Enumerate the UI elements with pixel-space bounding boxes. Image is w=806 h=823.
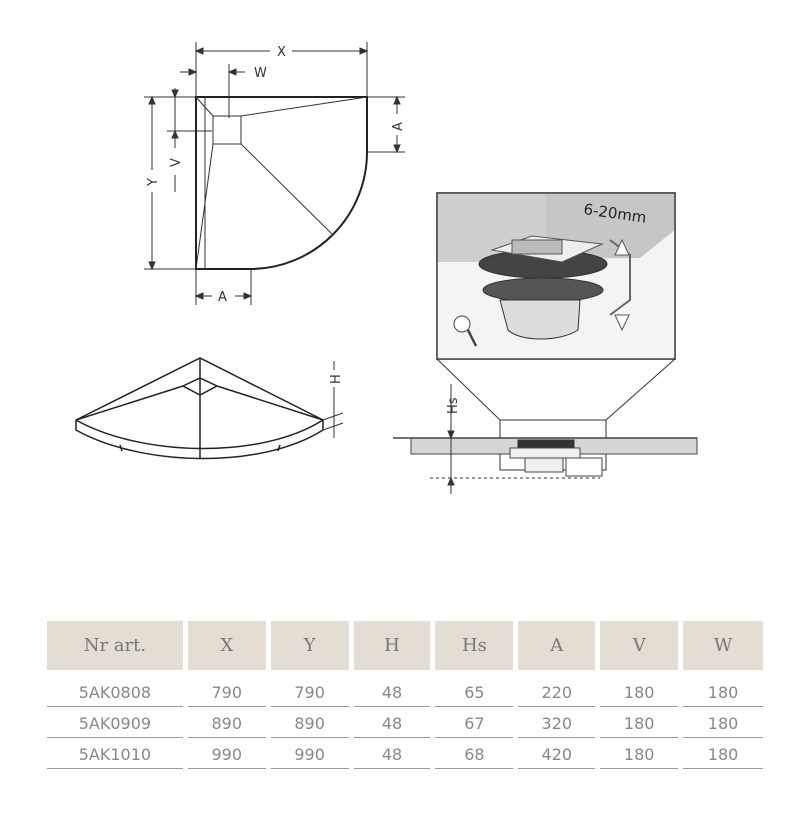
cell-hs: 65 [435, 676, 513, 707]
cell-y: 890 [271, 707, 349, 738]
cell-x: 990 [188, 738, 266, 769]
dim-h-label: H [329, 374, 344, 384]
table-row [47, 676, 763, 707]
dim-a-right-label: A [391, 122, 406, 131]
cell-y: 790 [271, 676, 349, 707]
cell-hs: 67 [435, 707, 513, 738]
header-nr-art: Nr art. [47, 621, 183, 670]
header-y: Y [271, 621, 349, 670]
header-h: H [354, 621, 431, 670]
header-hs: Hs [435, 621, 513, 670]
dim-y-label: Y [146, 178, 161, 186]
cell-h: 48 [354, 676, 431, 707]
cell-h: 48 [354, 707, 431, 738]
header-v: V [600, 621, 678, 670]
cell-a: 320 [518, 707, 595, 738]
cell-nr-art: 5AK0808 [47, 676, 183, 707]
table-row [47, 707, 763, 738]
drain-detail [393, 193, 697, 494]
cell-w: 180 [683, 738, 763, 769]
table-header-row [47, 621, 763, 670]
dim-v-label: V [169, 158, 184, 167]
dim-w-label: W [254, 66, 267, 81]
cell-v: 180 [600, 707, 678, 738]
cell-w: 180 [683, 707, 763, 738]
table-row [47, 738, 763, 769]
cell-x: 890 [188, 707, 266, 738]
cell-y: 990 [271, 738, 349, 769]
dim-hs-label: Hs [446, 397, 461, 414]
cell-w: 180 [683, 676, 763, 707]
dim-x-label: X [277, 45, 286, 60]
header-a: A [518, 621, 595, 670]
cell-v: 180 [600, 676, 678, 707]
dimensions-table [47, 621, 763, 769]
dim-a-bottom-label: A [218, 290, 227, 305]
cell-hs: 68 [435, 738, 513, 769]
cell-v: 180 [600, 738, 678, 769]
isometric-view [76, 358, 323, 459]
cell-nr-art: 5AK1010 [47, 738, 183, 769]
header-w: W [683, 621, 763, 670]
cell-a: 220 [518, 676, 595, 707]
cell-h: 48 [354, 738, 431, 769]
cell-nr-art: 5AK0909 [47, 707, 183, 738]
header-x: X [188, 621, 266, 670]
range-label: 6-20mm [582, 200, 648, 227]
cell-x: 790 [188, 676, 266, 707]
cell-a: 420 [518, 738, 595, 769]
